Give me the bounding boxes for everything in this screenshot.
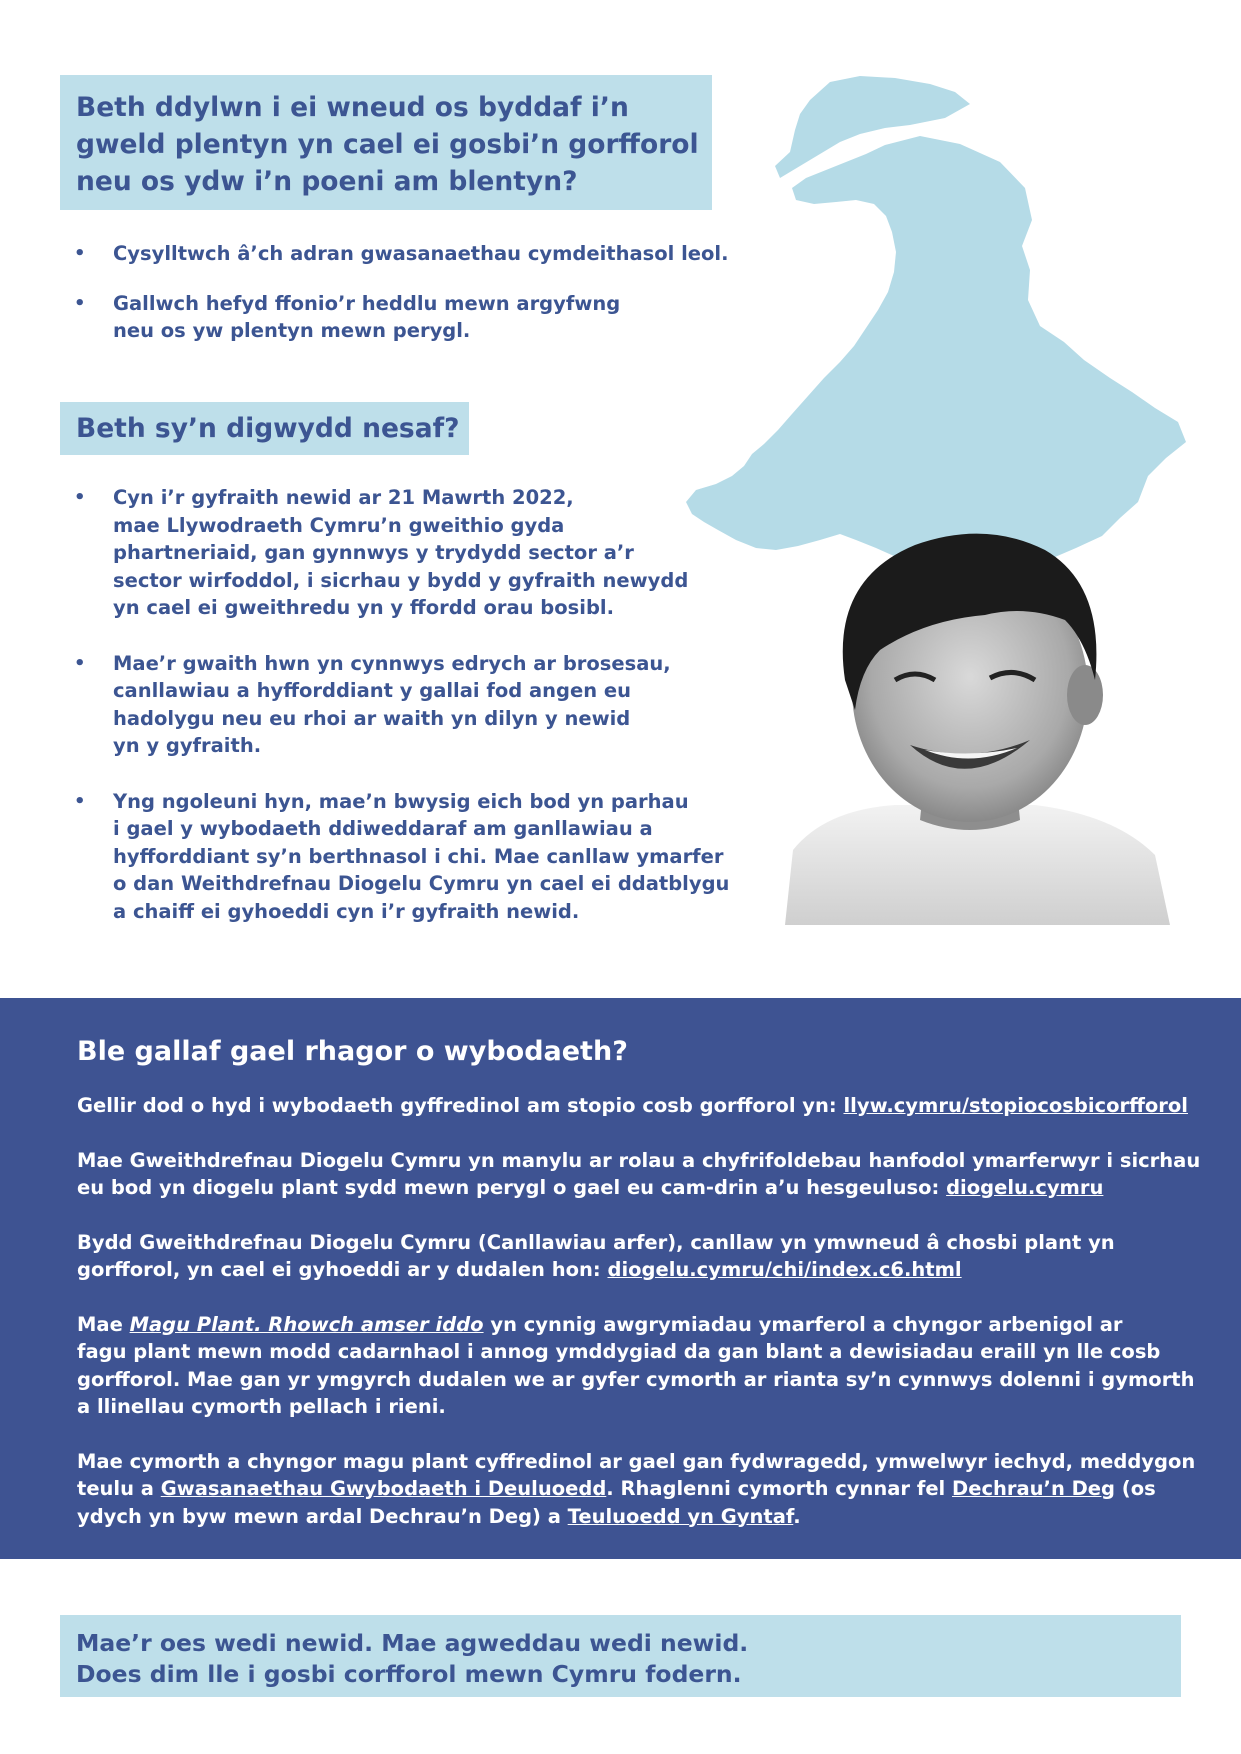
link-family-information-services[interactable]: Gwasanaethau Gwybodaeth i Deuluoedd (160, 1477, 607, 1500)
footer-line: Does dim lle i gosbi corfforol mewn Cymru fodern. (76, 1660, 742, 1688)
paragraph-text: (os (1115, 1477, 1156, 1500)
list-item-text: yn cael ei gweithredu yn y ffordd orau bosibl. (113, 596, 614, 619)
info-paragraph (77, 1147, 1201, 1202)
link-parenting-give-it-time[interactable] (130, 1313, 484, 1336)
heading-line: Beth ddylwn i ei wneud os byddaf i’n (76, 92, 629, 123)
link-practice-guidance[interactable]: diogelu.cymru/chi/index.c6.html (607, 1258, 962, 1281)
ear-shape (1067, 665, 1103, 725)
info-paragraph (77, 1311, 1195, 1421)
list-item-text: Gallwch hefyd ffonio’r heddlu mewn argyfwng (113, 291, 621, 315)
paragraph-line: Mae cymorth a chyngor magu plant cyffredinol ar gael gan fydwragedd, ymwelwyr iechyd, meddygon (77, 1449, 1196, 1473)
footer-line: Mae’r oes wedi newid. Mae agweddau wedi newid. (76, 1629, 749, 1657)
paragraph-text: . (793, 1504, 801, 1528)
info-paragraph (77, 1229, 1187, 1284)
list-item (60, 484, 720, 622)
concern-bullet-list (60, 240, 729, 367)
bullet-icon: • (74, 292, 86, 314)
paragraph-line: Bydd Gweithdrefnau Diogelu Cymru (Canllawiau arfer), canllaw yn ymwneud â chosbi plant yn (77, 1230, 1115, 1254)
list-item (60, 240, 729, 268)
paragraph-text: ydych yn byw mewn ardal Dechrau’n Deg) a (77, 1504, 568, 1528)
link-safeguarding-wales[interactable]: diogelu.cymru (946, 1176, 1104, 1199)
paragraph-line (77, 1475, 1187, 1503)
list-item-text: canllawiau a hyfforddiant y gallai fod angen eu (113, 679, 632, 702)
list-item-text: yn y gyfraith. (113, 734, 262, 757)
list-item-text: a chaiff ei gyhoeddi cyn i’r gyfraith newid. (113, 899, 580, 923)
list-item-text: i gael y wybodaeth ddiweddaraf am ganllawiau a (113, 817, 653, 840)
paragraph-text: teulu a (77, 1477, 161, 1500)
next-bullet-list (60, 484, 730, 953)
info-heading: Ble gallaf gael rhagor o wybodaeth? (77, 1036, 628, 1067)
paragraph-line (77, 1311, 1187, 1339)
paragraph-line (77, 1092, 1187, 1120)
link-flying-start[interactable]: Dechrau’n Deg (952, 1477, 1115, 1500)
link-families-first[interactable]: Teuluoedd yn Gyntaf (567, 1504, 794, 1528)
list-item-text: Mae’r gwaith hwn yn cynnwys edrych ar brosesau, (113, 651, 671, 675)
paragraph-line: Mae Gweithdrefnau Diogelu Cymru yn manylu ar rolau a chyfrifoldebau hanfodol ymarferwyr i sicrhau (77, 1148, 1201, 1172)
list-item-text: Yng ngoleuni hyn, mae’n bwysig eich bod yn parhau (113, 789, 689, 813)
paragraph-line: fagu plant mewn modd cadarnhaol i annog ymddygiad da gan blant a dewisiadau eraill yn lle cosb (77, 1340, 1161, 1363)
bullet-icon: • (74, 243, 86, 264)
paragraph-line (77, 1256, 1187, 1284)
bullet-icon: • (74, 652, 86, 674)
paragraph-line (77, 1174, 1187, 1202)
list-item-text: Cysylltwch â’ch adran gwasanaethau cymdeithasol leol. (113, 242, 729, 265)
bullet-icon: • (74, 790, 86, 812)
list-item (60, 290, 720, 345)
paragraph-text: eu bod yn diogelu plant sydd mewn perygl o gael eu cam-drin a’u hesgeuluso: (77, 1176, 947, 1199)
list-item (60, 650, 720, 760)
paragraph-text: gorfforol, yn cael ei gyhoeddi ar y dudalen hon: (77, 1258, 608, 1281)
list-item-text: sector wirfoddol, i sicrhau y bydd y gyfraith newydd (113, 568, 689, 592)
list-item-text: neu os yw plentyn mewn perygl. (113, 319, 471, 342)
list-item-text: mae Llywodraeth Cymru’n gweithio gyda (113, 513, 565, 537)
heading-line: gweld plentyn yn cael ei gosbi’n gorfforol (76, 129, 699, 160)
paragraph-text: . Rhaglenni cymorth cynnar fel (606, 1477, 953, 1500)
paragraph-text: Mae (77, 1312, 130, 1336)
info-paragraph (77, 1448, 1196, 1531)
list-item-text: hyfforddiant sy’n berthnasol i chi. Mae canllaw ymarfer (113, 844, 724, 868)
list-item-text: o dan Weithdrefnau Diogelu Cymru yn cael ei ddatblygu (113, 872, 730, 895)
list-item (60, 788, 730, 926)
paragraph-line: gorfforol. Mae gan yr ymgyrch dudalen we ar gyfer cymorth ar rianta sy’n cynnwys dolenni i gymorth (77, 1367, 1195, 1391)
section-heading-concern (60, 75, 712, 210)
paragraph-text: Gellir dod o hyd i wybodaeth gyffredinol am stopio cosb gorfforol yn: (77, 1094, 844, 1117)
paragraph-line (77, 1503, 1187, 1531)
link-text: Magu Plant. Rhowch amser iddo (129, 1312, 484, 1336)
list-item-text: phartneriaid, gan gynnwys y trydydd sector a’r (113, 541, 634, 564)
bullet-icon: • (74, 487, 86, 508)
more-information-section (0, 998, 1241, 1559)
heading-line: neu os ydw i’n poeni am blentyn? (76, 166, 578, 197)
section-heading-next: Beth sy’n digwydd nesaf? (60, 402, 469, 455)
list-item-text: hadolygu neu eu rhoi ar waith yn dilyn y newid (113, 706, 631, 730)
list-item-text: Cyn i’r gyfraith newid ar 21 Mawrth 2022, (113, 486, 574, 509)
info-paragraph (77, 1092, 1187, 1120)
footer-message (60, 1615, 1181, 1697)
link-stop-physical-punishment[interactable]: llyw.cymru/stopiocosbicorfforol (843, 1094, 1188, 1117)
wales-map-shape (686, 76, 1186, 584)
paragraph-line: a llinellau cymorth pellach i rieni. (77, 1395, 446, 1418)
paragraph-text: yn cynnig awgrymiadau ymarferol a chyngor arbenigol ar (483, 1312, 1123, 1336)
child-photo (785, 520, 1180, 925)
